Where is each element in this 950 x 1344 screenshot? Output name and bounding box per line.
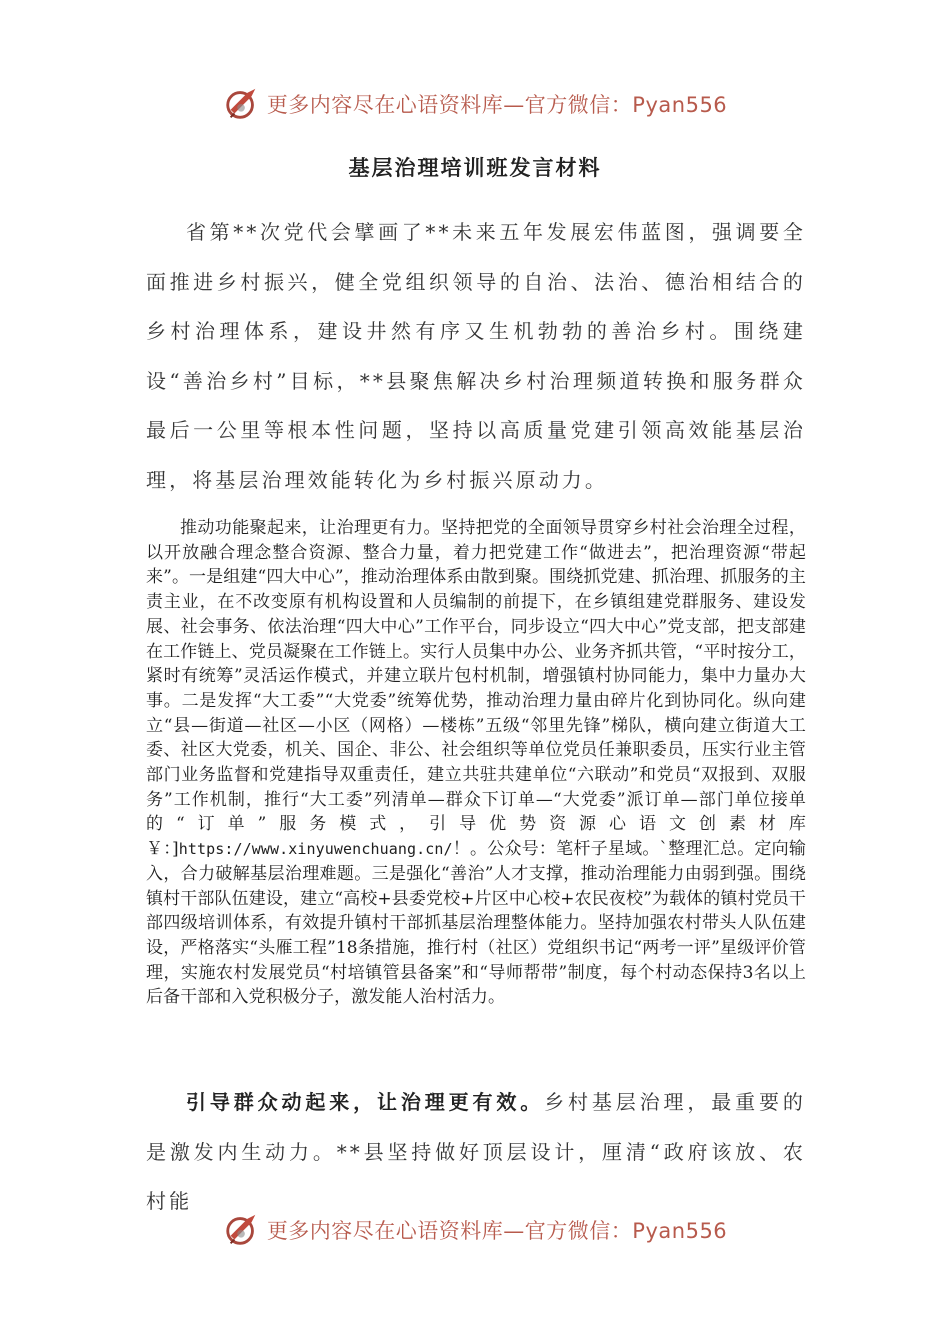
intro-paragraph: 省第**次党代会擘画了**未来五年发展宏伟蓝图，强调要全面推进乡村振兴，健全党组织领导的自治、法治、德治相结合的乡村治理体系，建设井然有序又生机勃勃的善治乡村。围绕建设“善治乡村”目标，**县聚焦解决乡村治理频道转换和服务群众最后一公里等根本性问题，坚持以高质量党建引领高效能基层治理，将基层治理效能转化为乡村振兴原动力。 (146, 220, 806, 492)
paragraph-text: ！。公众号：笔杆子星域。`整理汇总。定向输入，合力破解基层治理难题。三是强化“善治”人才支撑，推动治理能力由弱到强。围绕镇村干部队伍建设，建立“高校+县委党校+片区中心校+农民夜校”为载体的镇村党员干部四级培训体系，有效提升镇村干部抓基层治理整体能力。坚持加强农村带头人队伍建设，严格落实“头雁工程”18条措施，推行村（社区）党组织书记“两考一评”星级评价管理，实施农村发展党员“村培镇管县备案”和“导师帮带”制度，每个村动态保持3名以上后备干部和入党积极分子，激发能人治村活力。 (146, 839, 806, 1008)
paragraph-lead-heading: 引导群众动起来，让治理更有效。 (186, 1090, 545, 1114)
watermark-banner-bottom (0, 1210, 950, 1250)
paragraph-text: 乡村基层治理，最重要的是激发内生动力。**县坚持做好顶层设计，厘清“政府该放、农村能 (146, 1090, 806, 1213)
watermark-text: 更多内容尽在心语资料库—官方微信：Pyan556 (266, 1219, 728, 1243)
page-title: 基层治理培训班发言材料 (348, 156, 602, 180)
source-url: https://www.xinyuwenchuang.cn/ (178, 840, 453, 859)
paragraph-text: 推动功能聚起来，让治理更有力。坚持把党的全面领导贯穿乡村社会治理全过程，以开放融合理念整合资源、整合力量，着力把党建工作“做进去”，把治理资源“带起来”。一是组建“四大中心”，推动治理体系由散到聚。围绕抓党建、抓治理、抓服务的主责主业，在不改变原有机构设置和人员编制的前提下，在乡镇组建党群服务、建设发展、社会事务、依法治理“四大中心”工作平台，同步设立“四大中心”党支部，把支部建在工作链上、党员凝聚在工作链上。实行人员集中办公、业务齐抓共管，“平时按分工，紧时有统筹”灵活运作模式，并建立联片包村机制，增强镇村协同能力，集中力量办大事。二是发挥“大工委”“大党委”统筹优势，推动治理力量由碎片化到协同化。纵向建立“县—街道—社区—小区（网格）—楼栋”五级“邻里先锋”梯队，横向建立街道大工委、社区大党委，机关、国企、非公、社会组织等单位党员任兼职委员，压实行业主管部门业务监督和党建指导双重责任，建立共驻共建单位“六联动”和党员“双报到、双服务”工作机制，推行“大工委”列清单—群众下订单—“大党委”派订单—部门单位接单的“订单”服务模式，引导优势资源心语文创素材库￥：] (146, 518, 806, 860)
pen-circle-icon (223, 85, 261, 123)
pen-circle-icon (223, 1211, 261, 1249)
body-paragraph-dense (146, 516, 806, 1010)
watermark-banner-top (0, 84, 950, 124)
watermark-text: 更多内容尽在心语资料库—官方微信：Pyan556 (266, 93, 728, 117)
closing-paragraph (146, 1078, 806, 1227)
